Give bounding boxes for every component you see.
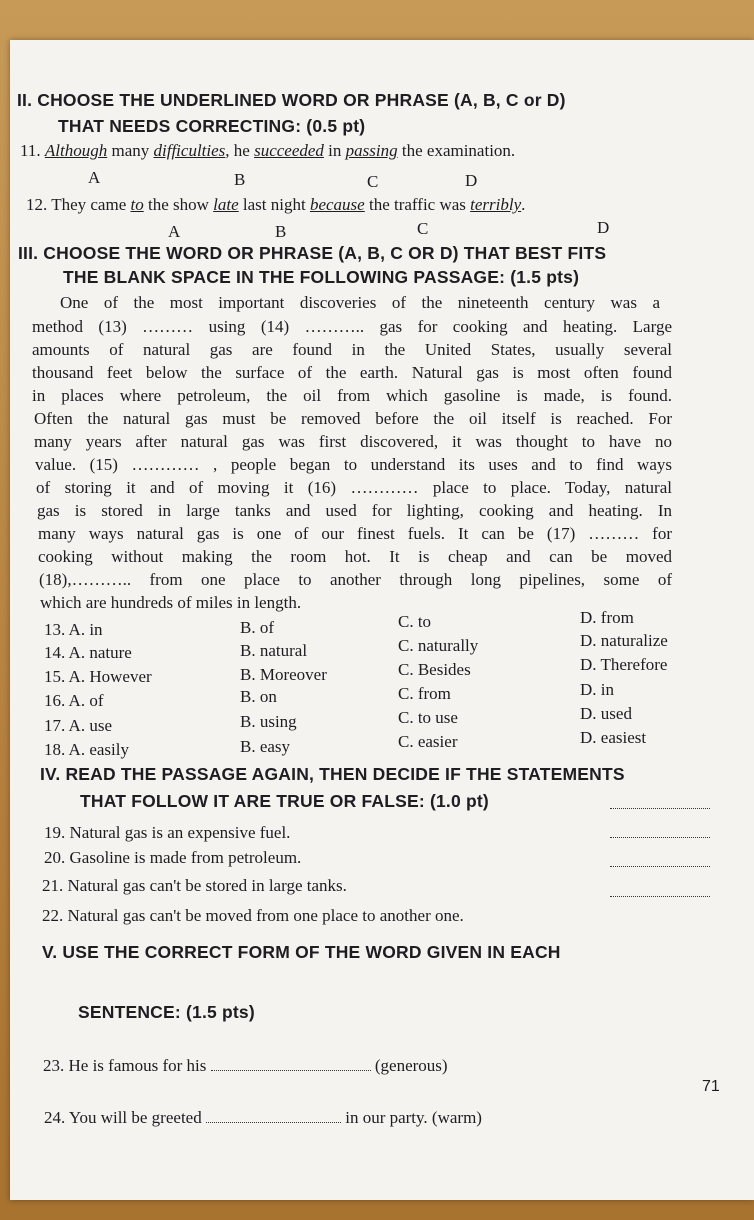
statement-22: 22. Natural gas can't be moved from one place to another one. xyxy=(42,906,464,925)
page-number: 71 xyxy=(702,1078,720,1095)
option-row-13-b: B. of xyxy=(240,618,274,637)
passage-line: of storing it and of moving it (16) ………… place to place. Today, natural xyxy=(36,478,672,497)
passage-line: method (13) ……… using (14) ……….. gas for cooking and heating. Large xyxy=(32,317,672,336)
passage-line: amounts of natural gas are found in the United States, usually several xyxy=(32,340,672,359)
option-row-18-c: C. easier xyxy=(398,732,458,751)
option-row-18-a: 18. A. easily xyxy=(44,740,129,759)
underlined-word-d: passing xyxy=(345,141,398,160)
question-number: 11. xyxy=(20,141,41,160)
sentence-text: They came xyxy=(51,195,131,214)
option-row-14-d: D. naturalize xyxy=(580,631,668,650)
option-row-14-c: C. naturally xyxy=(398,636,479,655)
section-5-title-line2: SENTENCE: (1.5 pts) xyxy=(78,1002,255,1022)
option-row-13-c: C. to xyxy=(398,612,432,631)
option-row-16-b: B. on xyxy=(240,687,277,706)
underlined-word-a: to xyxy=(130,195,144,214)
statement-20: 20. Gasoline is made from petroleum. xyxy=(44,848,302,867)
option-row-15-a: 15. A. However xyxy=(44,667,152,686)
passage-line: value. (15) ………… , people began to understand its uses and to find ways xyxy=(35,455,672,474)
worksheet-page xyxy=(10,40,754,1200)
underlined-word-c: because xyxy=(309,195,365,214)
q11-label-a: A xyxy=(88,168,101,187)
q11-label-c: C xyxy=(367,172,379,191)
option-row-18-d: D. easiest xyxy=(580,728,647,747)
underlined-word-a: Although xyxy=(44,141,108,160)
underlined-word-b: late xyxy=(213,195,239,214)
section-2-title-line2: THAT NEEDS CORRECTING: (0.5 pt) xyxy=(58,116,366,136)
sentence-text: , he xyxy=(225,141,255,160)
option-row-16-d: D. in xyxy=(580,680,614,699)
section-5-title-line1: V. USE THE CORRECT FORM OF THE WORD GIVEN IN EACH xyxy=(42,942,561,962)
q11-label-b: B xyxy=(234,170,246,189)
passage-line: Often the natural gas must be removed before the oil itself is reached. For xyxy=(34,409,672,428)
answer-blank-20[interactable] xyxy=(610,837,710,838)
section-4-title-line2: THAT FOLLOW IT ARE TRUE OR FALSE: (1.0 pt) xyxy=(80,791,489,811)
q12-label-c: C xyxy=(417,219,429,238)
answer-blank-23[interactable] xyxy=(211,1070,371,1071)
option-row-14-b: B. natural xyxy=(240,641,308,660)
q11-label-d: D xyxy=(465,171,478,190)
option-row-17-a: 17. A. use xyxy=(44,716,112,735)
sentence-text: the examination. xyxy=(397,141,516,160)
option-row-13-d: D. from xyxy=(580,608,634,627)
option-row-17-d: D. used xyxy=(580,704,632,723)
q12-label-b: B xyxy=(275,222,287,241)
option-row-13-a: 13. A. in xyxy=(44,620,103,639)
word-hint: (generous) xyxy=(374,1056,448,1075)
passage-line: (18),……….. from one place to another through long pipelines, some of xyxy=(39,570,672,589)
passage-line: thousand feet below the surface of the earth. Natural gas is most often found xyxy=(32,363,672,382)
answer-blank-19[interactable] xyxy=(610,808,710,809)
passage-line: One of the most important discoveries of the nineteenth century was a xyxy=(60,293,660,312)
answer-blank-24[interactable] xyxy=(206,1122,341,1123)
statement-21: 21. Natural gas can't be stored in large tanks. xyxy=(42,876,347,895)
statement-19: 19. Natural gas is an expensive fuel. xyxy=(44,823,291,842)
question-24 xyxy=(44,1108,482,1128)
option-row-15-c: C. Besides xyxy=(398,660,471,679)
option-row-14-a: 14. A. nature xyxy=(44,643,132,662)
passage-line: cooking without making the room hot. It is cheap and can be moved xyxy=(38,547,672,566)
option-row-17-c: C. to use xyxy=(398,708,458,727)
sentence-text: . xyxy=(521,195,526,214)
sentence-text: many xyxy=(107,141,154,160)
sentence-text: last night xyxy=(238,195,310,214)
underlined-word-d: terribly xyxy=(470,195,522,214)
question-12 xyxy=(26,195,525,215)
option-row-15-b: B. Moreover xyxy=(240,665,327,684)
section-3-title-line1: III. CHOOSE THE WORD OR PHRASE (A, B, C OR D) THAT BEST FITS xyxy=(18,243,607,263)
option-row-16-c: C. from xyxy=(398,684,451,703)
q12-label-a: A xyxy=(168,222,181,241)
q12-label-d: D xyxy=(597,218,610,237)
underlined-word-c: succeeded xyxy=(254,141,324,160)
question-number: 12. xyxy=(26,195,48,214)
sentence-text: the traffic was xyxy=(364,195,471,214)
option-row-17-b: B. using xyxy=(240,712,297,731)
question-11 xyxy=(20,141,515,161)
passage-line: many years after natural gas was first discovered, it was thought to have no xyxy=(34,432,672,451)
passage-line: many ways natural gas is one of our finest fuels. It can be (17) ……… for xyxy=(38,524,672,543)
underlined-word-b: difficulties xyxy=(153,141,226,160)
option-row-15-d: D. Therefore xyxy=(580,655,668,674)
passage-line: gas is stored in large tanks and used for lighting, cooking and heating. In xyxy=(37,501,672,520)
word-hint: in our party. (warm) xyxy=(345,1108,482,1127)
passage-line: which are hundreds of miles in length. xyxy=(40,593,302,612)
question-text: 23. He is famous for his xyxy=(43,1056,207,1075)
question-text: 24. You will be greeted xyxy=(44,1108,202,1127)
section-3-title-line2: THE BLANK SPACE IN THE FOLLOWING PASSAGE: (1.5 pts) xyxy=(63,267,580,287)
answer-blank-21[interactable] xyxy=(610,866,710,867)
passage-line: in places where petroleum, the oil from which gasoline is made, is found. xyxy=(32,386,672,405)
sentence-text: in xyxy=(323,141,346,160)
option-row-16-a: 16. A. of xyxy=(44,691,104,710)
question-23 xyxy=(43,1056,448,1076)
option-row-18-b: B. easy xyxy=(240,737,291,756)
answer-blank-22[interactable] xyxy=(610,896,710,897)
section-2-title-line1: II. CHOOSE THE UNDERLINED WORD OR PHRASE (A, B, C or D) xyxy=(17,90,566,110)
sentence-text: the show xyxy=(143,195,214,214)
section-4-title-line1: IV. READ THE PASSAGE AGAIN, THEN DECIDE IF THE STATEMENTS xyxy=(40,764,625,784)
